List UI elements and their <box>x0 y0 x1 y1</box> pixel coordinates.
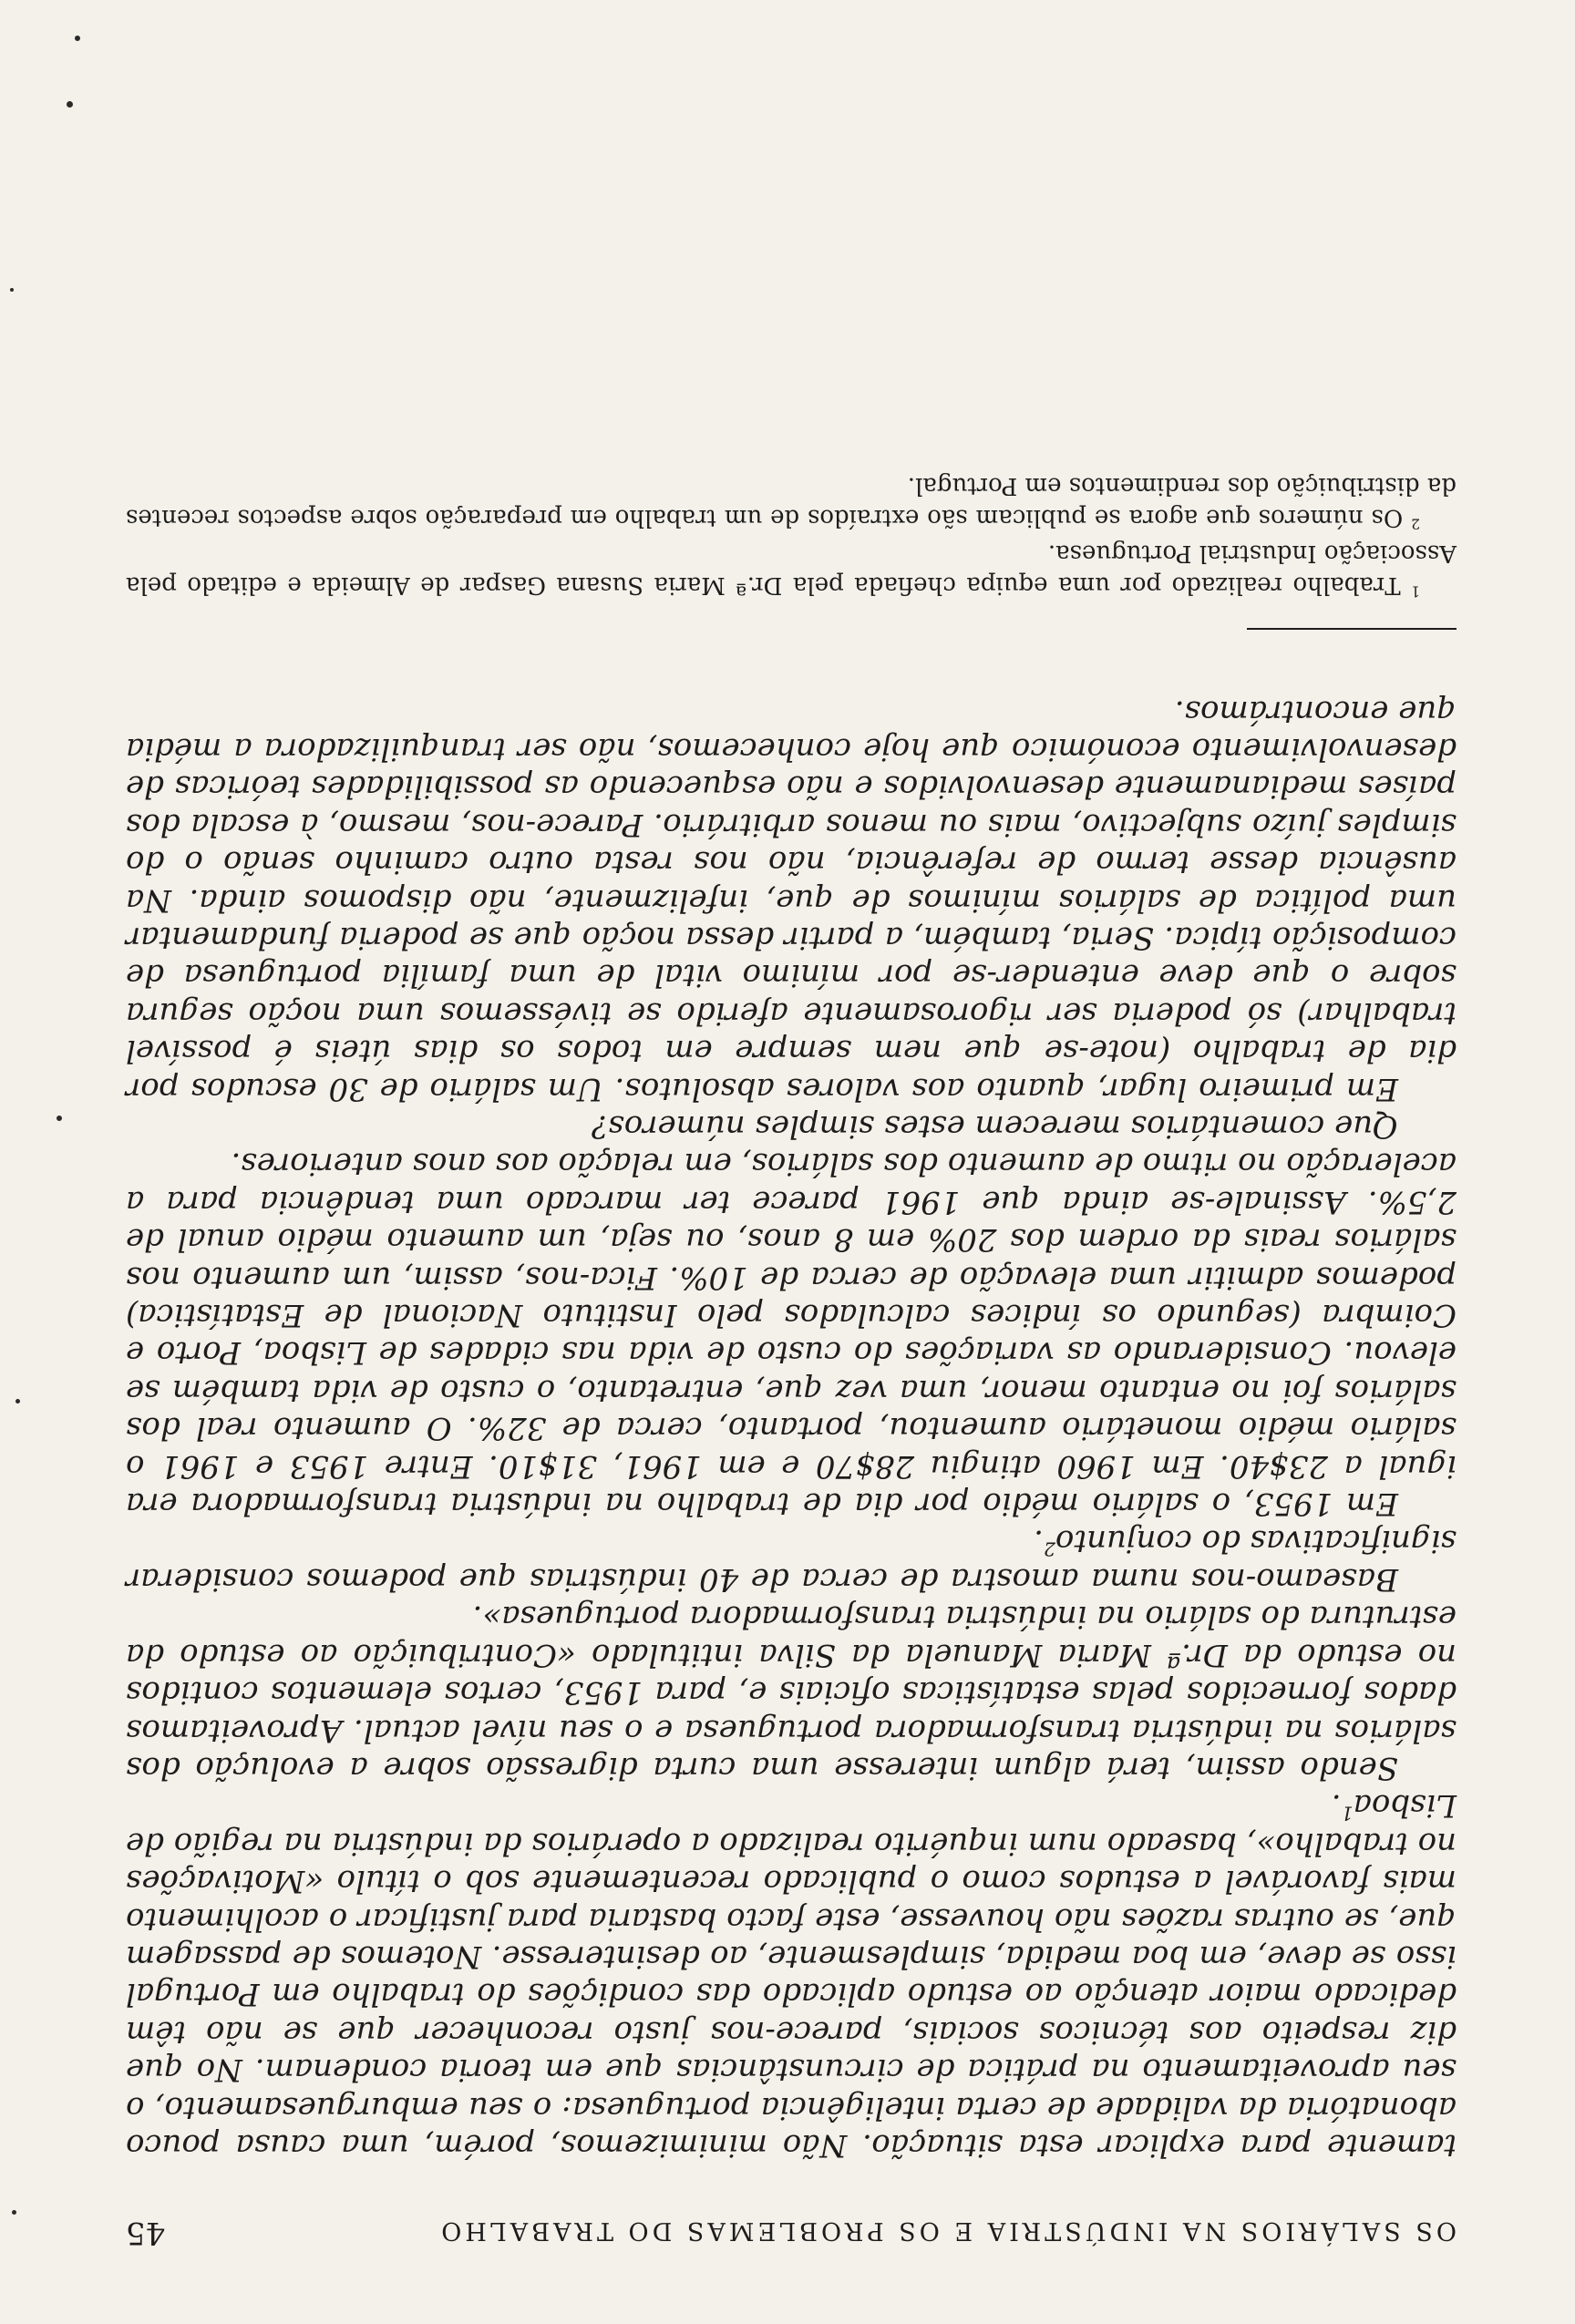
paragraph-5: Que comentários merecem estes simples números? <box>592 1108 1398 1146</box>
footnote-2-text: Os números que agora se publicam são extraídos de um trabalho em preparação sobre aspectos recentes da distribuição dos rendimentos em Portugal. <box>126 472 1457 532</box>
paragraph-1-end: . <box>1331 1787 1342 1825</box>
paragraph-3-text: Baseamo-nos numa amostra de cerca de 40 indústrias que podemos considerar significativas do conjunto <box>126 1523 1457 1598</box>
paper-speck <box>67 101 73 108</box>
paper-speck <box>75 36 80 41</box>
paragraph-3 <box>126 1522 1457 1598</box>
footnote-marker-2: 2 <box>1043 1537 1055 1560</box>
paper-speck <box>57 1116 62 1121</box>
paragraph-3-end: . <box>1034 1523 1044 1560</box>
footnote-2-marker: 2 <box>1411 515 1420 532</box>
page-number: 45 <box>126 2215 166 2251</box>
paragraph-1-text: tamente para explicar esta situação. Não minimizemos, porém, uma causa pouco abonatória da validade de certa inteligência portuguesa: o seu emburguesamento, o seu aproveitamento na prática de circunstâncias que em teoria condenam. No que diz respeito aos técnicos sociais, parece-nos justo reconhecer que se não têm dedicado maior atenção ao estudo aplicado das condições do trabalho em Portugal isso se deve, em boa medida, simplesmente, ao desinteresse. Notemos de passagem que, se outras razões não houvesse, este facto bastaria para justificar o acolhimento mais favorável a estudos como o publicado recentemente sob o título «Motivações no trabalho», baseado num inquérito realizado a operários da indústria na região de Lisboa <box>126 1787 1457 2164</box>
text-area <box>126 466 1457 2251</box>
footnotes <box>126 469 1457 601</box>
paragraph-6: Em primeiro lugar, quanto aos valores absolutos. Um salário de 30 escudos por dia de trabalho (note-se que nem sempre em todos os dias úteis é possível trabalhar) só poderia ser rigorosamente aferido se tivéssemos uma noção segura sobre o que deve entender-se por mínimo vital de uma família portuguesa de composição típica. Seria, também, a partir dessa noção que se poderia fundamentar uma política de salários mínimos de que, infelizmente, não dispomos ainda. Na ausência desse termo de referência, não nos resta outro caminho senão o do simples juízo subjectivo, mais ou menos arbitrário. Parece-nos, mesmo, à escala dos países medianamente desenvolvidos e não esquecendo as possibilidades teóricas de desenvolvimento económico que hoje conhecemos, não ser tranquilizadora a média que encontrámos. <box>126 693 1457 1107</box>
paragraph-2: Sendo assim, terá algum interesse uma curta digressão sobre a evolução dos salários na indústria transformadora portuguesa e o seu nível actual. Aproveitamos dados fornecidos pelas estatísticas oficiais e, para 1953, certos elementos contidos no estudo da Dr.ª Maria Manuela da Silva intitulado «Contribuição ao estudo da estrutura do salário na indústria transformadora portuguesa». <box>126 1599 1457 1786</box>
footnote-2 <box>126 469 1457 533</box>
paper-speck <box>10 288 14 292</box>
running-head-title: OS SALÁRIOS NA INDÚSTRIA E OS PROBLEMAS DO TRABALHO <box>438 2216 1457 2245</box>
footnote-1 <box>126 537 1457 601</box>
paper-speck <box>15 1399 20 1404</box>
footnote-1-marker: 1 <box>1411 582 1420 600</box>
footnote-separator <box>1247 628 1457 630</box>
paragraph-4: Em 1953, o salário médio por dia de trabalho na indústria transformadora era igual a 23$40. Em 1960 atingiu 28$70 e em 1961, 31$10. Entre 1953 e 1961 o salário médio monetário aumentou, portanto, cerca de 32%. O aumento real dos salários foi no entanto menor, uma vez que, entretanto, o custo de vida também se elevou. Considerando as variações do custo de vida nas cidades de Lisboa, Porto e Coimbra (segundo os índices calculados pelo Instituto Nacional de Estatística) podemos admitir uma elevação de cerca de 10%. Fica-nos, assim, um aumento nos salários reais da ordem dos 20% em 8 anos, ou seja, um aumento médio anual de 2,5%. Assinale-se ainda que 1961 parece ter marcado uma tendência para a aceleração no ritmo de aumento dos salários, em relação aos anos anteriores. <box>126 1146 1457 1523</box>
running-head <box>126 2215 1457 2251</box>
paragraph-1 <box>126 1786 1457 2164</box>
body-text <box>126 692 1457 2164</box>
footnote-1-text: Trabalho realizado por uma equipa chefiada pela Dr.ª Maria Susana Gaspar de Almeida e editado pela Associação Industrial Portuguesa. <box>126 540 1457 600</box>
footnote-marker-1: 1 <box>1341 1802 1354 1825</box>
paper-speck <box>12 2210 16 2215</box>
